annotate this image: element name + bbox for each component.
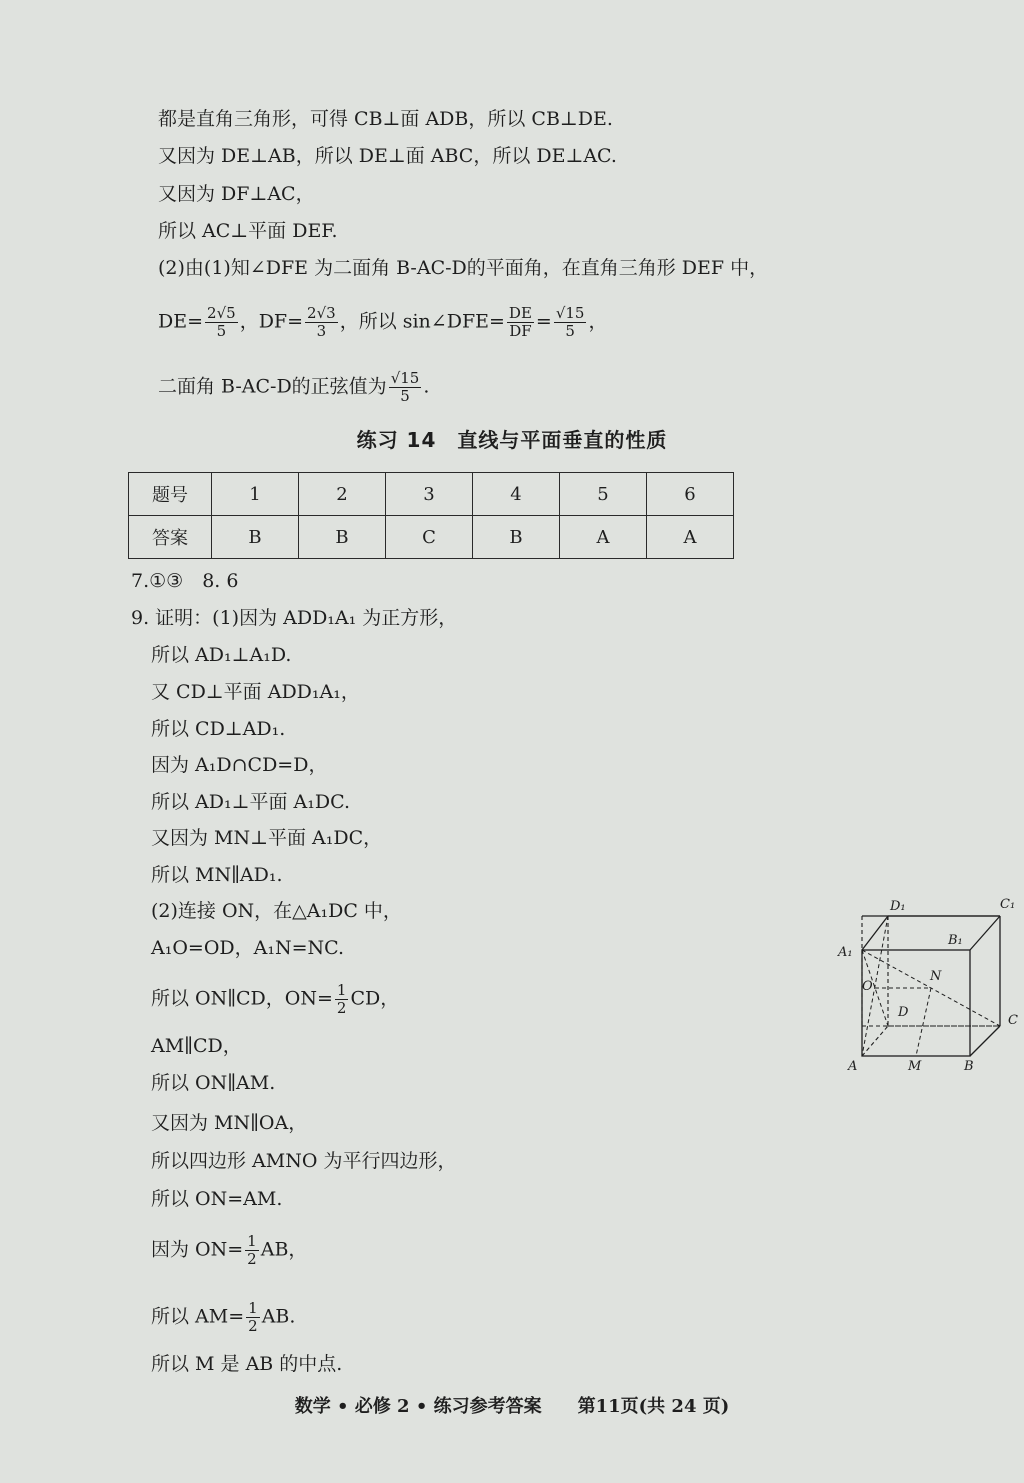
formula-text: 因为 ON= (151, 1238, 244, 1261)
table-row (129, 516, 734, 559)
proof-line: 都是直角三角形，可得 CB⊥面 ADB，所以 CB⊥DE. (158, 108, 613, 130)
proof-line: 又因为 DE⊥AB，所以 DE⊥面 ABC，所以 DE⊥AC. (158, 145, 617, 167)
formula-text: DE= (158, 310, 204, 333)
answer-line: 7.①③ 8. 6 (131, 570, 239, 592)
cube-figure (830, 892, 1024, 1076)
proof-line: 所以 AD₁⊥A₁D. (151, 644, 292, 666)
cube-edge (970, 916, 1000, 950)
formula-text: 所以 ON∥CD，ON= (151, 987, 333, 1010)
formula-text: AB， (260, 1238, 308, 1261)
formula-text: = (535, 310, 552, 333)
proof-line: 所以 AC⊥平面 DEF. (158, 220, 338, 242)
proof-line: 又因为 DF⊥AC， (158, 183, 315, 205)
proof-line: 又 CD⊥平面 ADD₁A₁， (151, 681, 360, 703)
table-cell: B (473, 516, 560, 559)
proof-line: 所以四边形 AMNO 为平行四边形， (151, 1150, 457, 1172)
fraction: $\frac{2√3}{3}$ (307, 304, 336, 340)
proof-line: 又因为 MN⊥平面 A₁DC， (151, 827, 383, 849)
table-cell: C (386, 516, 473, 559)
proof-line: 所以 M 是 AB 的中点. (151, 1353, 343, 1375)
cube-edge (970, 1026, 1000, 1056)
label-a1: A₁ (838, 945, 853, 960)
proof-line: A₁O=OD，A₁N=NC. (151, 937, 345, 959)
table-cell: B (299, 516, 386, 559)
fraction: $\frac{1}{2}$ (247, 1232, 257, 1268)
proof-line: 因为 A₁D∩CD=D， (151, 754, 328, 776)
proof-line: 又因为 MN∥OA， (151, 1112, 308, 1134)
fraction: $\frac{1}{2}$ (248, 1299, 258, 1335)
formula-line (151, 1300, 295, 1335)
formula-text: CD， (350, 987, 400, 1010)
table-cell: B (212, 516, 299, 559)
formula-line (158, 305, 608, 340)
formula-line (151, 982, 399, 1017)
proof-line: AM∥CD， (151, 1035, 242, 1057)
cube-front-face (862, 950, 970, 1056)
proof-line: 所以 AD₁⊥平面 A₁DC. (151, 791, 350, 813)
proof-line: 所以 ON∥AM. (151, 1072, 276, 1094)
table-cell: 3 (386, 473, 473, 516)
table-cell: A (560, 516, 647, 559)
table-row (129, 473, 734, 516)
label-c: C (1008, 1013, 1018, 1028)
formula-text: 所以 AM= (151, 1305, 245, 1328)
proof-line: 9. 证明：(1)因为 ADD₁A₁ 为正方形， (131, 607, 458, 629)
formula-line (151, 1233, 307, 1268)
label-o: O (862, 979, 873, 994)
formula-text: ， (588, 310, 608, 333)
formula-text: AB. (261, 1305, 296, 1328)
formula-text: ，DF= (239, 310, 304, 333)
formula-line (158, 370, 429, 405)
segment-mn (916, 988, 931, 1056)
label-b1: B₁ (948, 933, 963, 948)
proof-line: 所以 CD⊥AD₁. (151, 718, 286, 740)
page-footer: 数学 • 必修 2 • 练习参考答案 第11页(共 24 页) (294, 1396, 730, 1417)
fraction: $\frac{√15}{5}$ (390, 369, 420, 405)
table-header-cell: 答案 (129, 516, 212, 559)
proof-line: 所以 ON=AM. (151, 1188, 283, 1210)
label-d1: D₁ (890, 899, 906, 914)
cube-hidden-edge (862, 1026, 888, 1056)
table-cell: 2 (299, 473, 386, 516)
table-cell: A (647, 516, 734, 559)
label-m: M (908, 1059, 922, 1074)
table-cell: 1 (212, 473, 299, 516)
fraction: $\frac{√15}{5}$ (555, 304, 585, 340)
label-c1: C₁ (1000, 897, 1016, 912)
fraction: $\frac{2√5}{5}$ (207, 304, 236, 340)
table-cell: 5 (560, 473, 647, 516)
table-cell: 4 (473, 473, 560, 516)
label-n: N (930, 969, 942, 984)
formula-text: . (423, 375, 430, 398)
table-cell: 6 (647, 473, 734, 516)
cube-edge (862, 916, 888, 950)
section-title: 练习 14 直线与平面垂直的性质 (356, 428, 668, 452)
label-a: A (848, 1059, 858, 1074)
answer-table (128, 472, 734, 559)
formula-text: 二面角 B-AC-D的正弦值为 (158, 375, 387, 398)
label-b: B (964, 1059, 974, 1074)
formula-text: ，所以 sin∠DFE= (339, 310, 505, 333)
proof-line: (2)连接 ON，在△A₁DC 中， (151, 900, 402, 922)
proof-line: 所以 MN∥AD₁. (151, 864, 283, 886)
fraction: $\frac{DE}{DF}$ (508, 304, 532, 340)
label-d: D (898, 1005, 909, 1020)
proof-line: (2)由(1)知∠DFE 为二面角 B-AC-D的平面角，在直角三角形 DEF 中， (158, 257, 769, 279)
table-header-cell: 题号 (129, 473, 212, 516)
fraction: $\frac{1}{2}$ (336, 981, 347, 1017)
